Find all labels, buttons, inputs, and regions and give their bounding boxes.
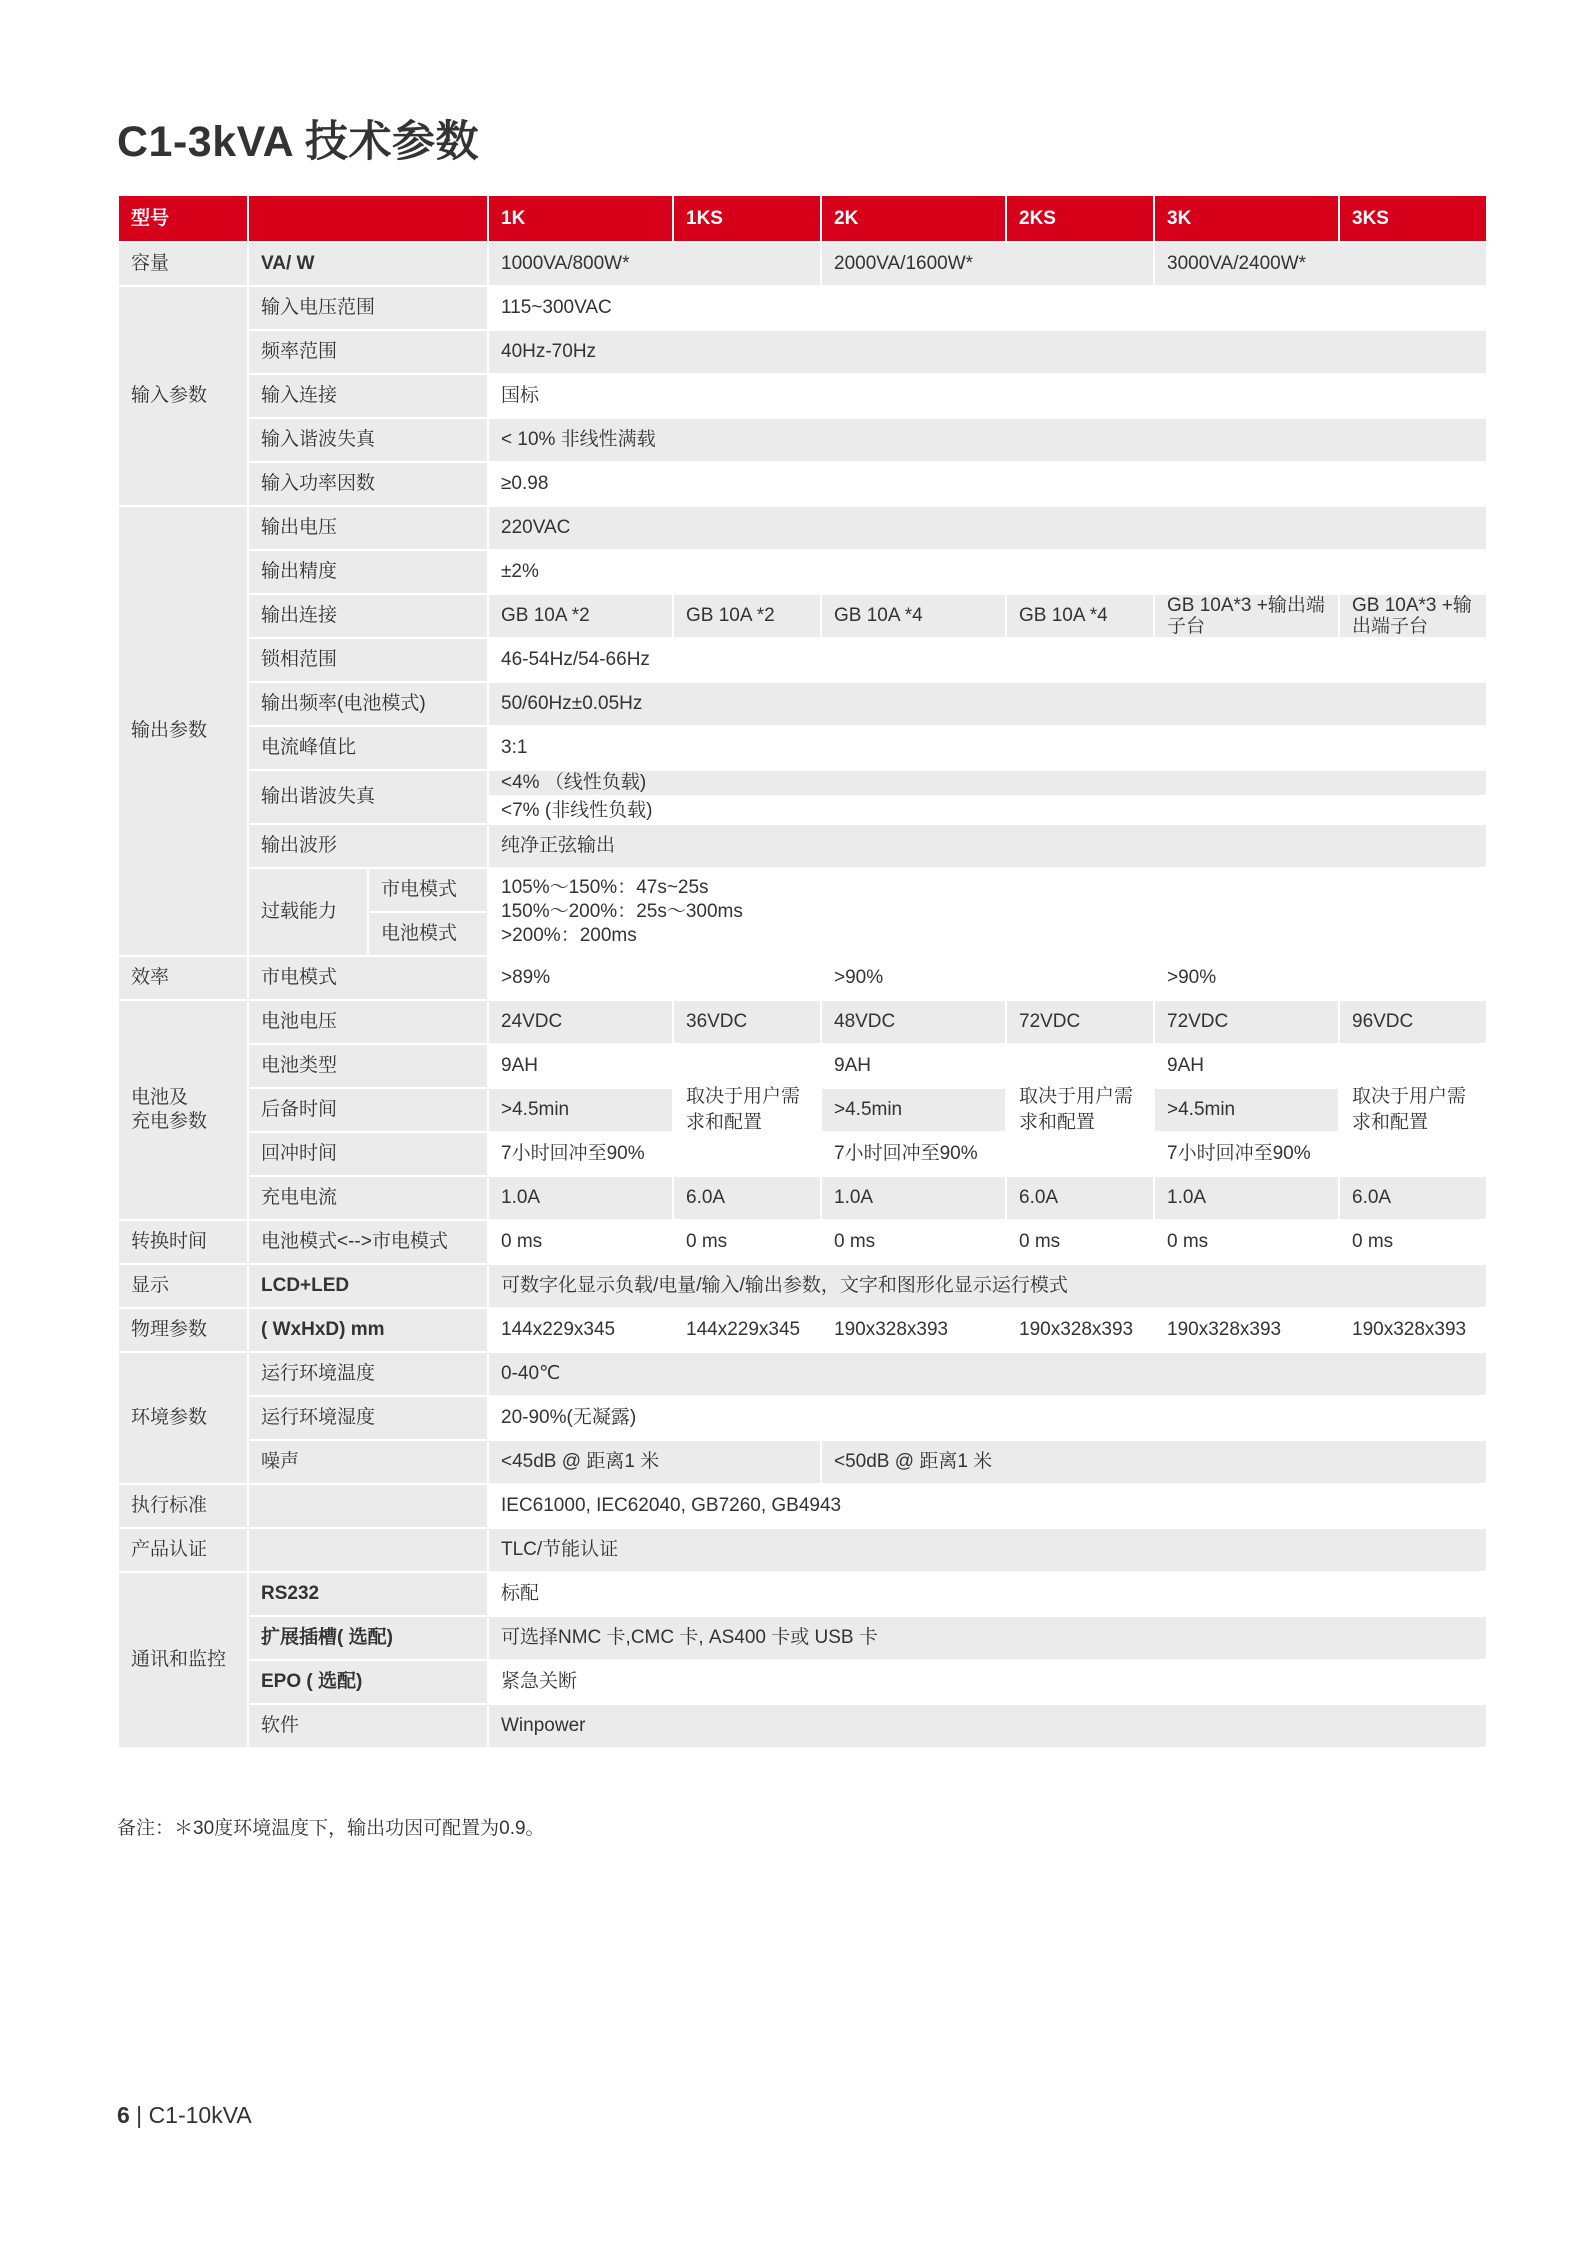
row-label: 锁相范围 bbox=[248, 638, 488, 682]
header-model: 型号 bbox=[118, 195, 248, 242]
table-row bbox=[118, 1044, 1487, 1088]
row-label: 电流峰值比 bbox=[248, 726, 488, 770]
row-label-empty bbox=[248, 1484, 488, 1528]
cell-value: >89% bbox=[488, 956, 821, 1000]
cell-value: 96VDC bbox=[1339, 1000, 1487, 1044]
cell-value: 144x229x345 bbox=[488, 1308, 673, 1352]
cell-value: 190x328x393 bbox=[1006, 1308, 1154, 1352]
header-3ks: 3KS bbox=[1339, 195, 1487, 242]
cell-value: 纯净正弦输出 bbox=[488, 824, 1487, 868]
cell-value: >4.5min bbox=[821, 1088, 1006, 1132]
table-row bbox=[118, 1440, 1487, 1484]
cell-value: 48VDC bbox=[821, 1000, 1006, 1044]
row-label: 扩展插槽( 选配) bbox=[248, 1616, 488, 1660]
table-row bbox=[118, 770, 1487, 824]
row-label: 输入电压范围 bbox=[248, 286, 488, 330]
cell-value: 可数字化显示负载/电量/输入/输出参数，文字和图形化显示运行模式 bbox=[488, 1264, 1487, 1308]
category-certification: 产品认证 bbox=[118, 1528, 248, 1572]
row-label: LCD+LED bbox=[248, 1264, 488, 1308]
cell-value: 0 ms bbox=[1154, 1220, 1339, 1264]
cell-value: 0 ms bbox=[821, 1220, 1006, 1264]
cell-value: 2000VA/1600W* bbox=[821, 242, 1154, 286]
table-row bbox=[118, 506, 1487, 550]
table-row bbox=[118, 242, 1487, 286]
cell-value: TLC/节能认证 bbox=[488, 1528, 1487, 1572]
row-label: 充电电流 bbox=[248, 1176, 488, 1220]
table-row bbox=[118, 594, 1487, 638]
category-capacity: 容量 bbox=[118, 242, 248, 286]
cell-value: >90% bbox=[821, 956, 1154, 1000]
cell-value: 190x328x393 bbox=[821, 1308, 1006, 1352]
cell-value: IEC61000, IEC62040, GB7260, GB4943 bbox=[488, 1484, 1487, 1528]
cell-value: 72VDC bbox=[1006, 1000, 1154, 1044]
cell-value: 190x328x393 bbox=[1339, 1308, 1487, 1352]
cell-value: 1.0A bbox=[488, 1176, 673, 1220]
row-label: 输出连接 bbox=[248, 594, 488, 638]
row-label: 输出波形 bbox=[248, 824, 488, 868]
cell-value: GB 10A *2 bbox=[488, 594, 673, 638]
cell-value: 1.0A bbox=[1154, 1176, 1339, 1220]
table-row bbox=[118, 1396, 1487, 1440]
table-row bbox=[118, 682, 1487, 726]
thd-line-2: <7% (非线性负载) bbox=[501, 800, 653, 821]
table-row bbox=[118, 1352, 1487, 1396]
table-row bbox=[118, 1616, 1487, 1660]
cell-value: 国标 bbox=[488, 374, 1487, 418]
cell-value: 46-54Hz/54-66Hz bbox=[488, 638, 1487, 682]
cell-value: 9AH bbox=[1154, 1044, 1339, 1088]
cell-value: <45dB @ 距离1 米 bbox=[488, 1440, 821, 1484]
row-label: 电池模式<-->市电模式 bbox=[248, 1220, 488, 1264]
table-row bbox=[118, 1000, 1487, 1044]
row-label: 频率范围 bbox=[248, 330, 488, 374]
category-battery: 电池及 充电参数 bbox=[118, 1000, 248, 1220]
row-label: 市电模式 bbox=[248, 956, 488, 1000]
header-row bbox=[118, 195, 1487, 242]
category-standard: 执行标准 bbox=[118, 1484, 248, 1528]
cell-value: ≥0.98 bbox=[488, 462, 1487, 506]
row-label: 输出谐波失真 bbox=[248, 770, 488, 824]
table-row bbox=[118, 374, 1487, 418]
cell-value: 24VDC bbox=[488, 1000, 673, 1044]
row-label: 输出精度 bbox=[248, 550, 488, 594]
row-label: 软件 bbox=[248, 1704, 488, 1748]
table-row bbox=[118, 1308, 1487, 1352]
category-display: 显示 bbox=[118, 1264, 248, 1308]
table-row bbox=[118, 1264, 1487, 1308]
row-label: 电池类型 bbox=[248, 1044, 488, 1088]
table-row bbox=[118, 462, 1487, 506]
cell-value: 6.0A bbox=[673, 1176, 821, 1220]
cell-value: 3000VA/2400W* bbox=[1154, 242, 1487, 286]
cell-value: 105%～150%：47s~25s 150%～200%：25s～300ms >200%：200ms bbox=[488, 868, 1487, 956]
table-row bbox=[118, 550, 1487, 594]
row-label: EPO ( 选配) bbox=[248, 1660, 488, 1704]
page-number: 6 bbox=[117, 2102, 130, 2128]
category-physical: 物理参数 bbox=[118, 1308, 248, 1352]
cell-value: 144x229x345 bbox=[673, 1308, 821, 1352]
table-row bbox=[118, 330, 1487, 374]
cell-value: 7小时回冲至90% bbox=[488, 1132, 673, 1176]
spec-table bbox=[117, 194, 1488, 1749]
cell-value: GB 10A *2 bbox=[673, 594, 821, 638]
cell-value: 取决于用户需求和配置 bbox=[1339, 1044, 1487, 1176]
category-efficiency: 效率 bbox=[118, 956, 248, 1000]
table-row bbox=[118, 1528, 1487, 1572]
table-row bbox=[118, 726, 1487, 770]
cell-value: Winpower bbox=[488, 1704, 1487, 1748]
cell-value: 9AH bbox=[488, 1044, 673, 1088]
table-row bbox=[118, 1572, 1487, 1616]
cell-value: 50/60Hz±0.05Hz bbox=[488, 682, 1487, 726]
page-footer bbox=[117, 2102, 252, 2129]
table-row bbox=[118, 1176, 1487, 1220]
table-row bbox=[118, 638, 1487, 682]
row-label: 后备时间 bbox=[248, 1088, 488, 1132]
header-1k: 1K bbox=[488, 195, 673, 242]
cell-value: 0 ms bbox=[673, 1220, 821, 1264]
header-2k: 2K bbox=[821, 195, 1006, 242]
row-label: ( WxHxD) mm bbox=[248, 1308, 488, 1352]
cell-value: GB 10A*3 +输出端子台 bbox=[1154, 594, 1339, 638]
cell-value-split bbox=[488, 770, 1487, 824]
cell-value: >4.5min bbox=[488, 1088, 673, 1132]
row-label: 输出电压 bbox=[248, 506, 488, 550]
thd-line-1: <4% （线性负载) bbox=[489, 771, 1486, 795]
cell-value: 220VAC bbox=[488, 506, 1487, 550]
category-output: 输出参数 bbox=[118, 506, 248, 956]
cell-value: 7小时回冲至90% bbox=[1154, 1132, 1339, 1176]
category-input: 输入参数 bbox=[118, 286, 248, 506]
sub-label: 电池模式 bbox=[368, 912, 488, 956]
row-label: 输出频率(电池模式) bbox=[248, 682, 488, 726]
cell-value: 3:1 bbox=[488, 726, 1487, 770]
table-row bbox=[118, 1484, 1487, 1528]
table-row bbox=[118, 1704, 1487, 1748]
footer-doc-name: C1-10kVA bbox=[148, 2102, 252, 2128]
row-label-empty bbox=[248, 1528, 488, 1572]
row-label: 输入谐波失真 bbox=[248, 418, 488, 462]
header-blank bbox=[248, 195, 488, 242]
cell-value: >90% bbox=[1154, 956, 1487, 1000]
cell-value: 紧急关断 bbox=[488, 1660, 1487, 1704]
header-1ks: 1KS bbox=[673, 195, 821, 242]
row-label: 电池电压 bbox=[248, 1000, 488, 1044]
category-transfer: 转换时间 bbox=[118, 1220, 248, 1264]
cell-value: 6.0A bbox=[1006, 1176, 1154, 1220]
category-comm: 通讯和监控 bbox=[118, 1572, 248, 1748]
cell-value: 取决于用户需求和配置 bbox=[673, 1044, 821, 1176]
table-row bbox=[118, 824, 1487, 868]
cell-value: <50dB @ 距离1 米 bbox=[821, 1440, 1487, 1484]
cell-value: >4.5min bbox=[1154, 1088, 1339, 1132]
cell-value: 0-40℃ bbox=[488, 1352, 1487, 1396]
cell-value: 可选择NMC 卡,CMC 卡, AS400 卡或 USB 卡 bbox=[488, 1616, 1487, 1660]
row-label: 回冲时间 bbox=[248, 1132, 488, 1176]
row-label: RS232 bbox=[248, 1572, 488, 1616]
table-row bbox=[118, 868, 1487, 912]
cell-value: 0 ms bbox=[1339, 1220, 1487, 1264]
cell-value: 7小时回冲至90% bbox=[821, 1132, 1006, 1176]
row-label: VA/ W bbox=[248, 242, 488, 286]
row-label: 输入功率因数 bbox=[248, 462, 488, 506]
table-row bbox=[118, 418, 1487, 462]
cell-value: 标配 bbox=[488, 1572, 1487, 1616]
header-3k: 3K bbox=[1154, 195, 1339, 242]
cell-value: 190x328x393 bbox=[1154, 1308, 1339, 1352]
cell-value: GB 10A*3 +输出端子台 bbox=[1339, 594, 1487, 638]
cell-value: 115~300VAC bbox=[488, 286, 1487, 330]
cell-value: 1.0A bbox=[821, 1176, 1006, 1220]
row-label: 运行环境温度 bbox=[248, 1352, 488, 1396]
row-label: 输入连接 bbox=[248, 374, 488, 418]
cell-value: 40Hz-70Hz bbox=[488, 330, 1487, 374]
footer-separator: | bbox=[129, 2102, 149, 2128]
cell-value: GB 10A *4 bbox=[1006, 594, 1154, 638]
category-environment: 环境参数 bbox=[118, 1352, 248, 1484]
header-2ks: 2KS bbox=[1006, 195, 1154, 242]
cell-value: ±2% bbox=[488, 550, 1487, 594]
row-label: 运行环境湿度 bbox=[248, 1396, 488, 1440]
cell-value: 0 ms bbox=[1006, 1220, 1154, 1264]
cell-value: 72VDC bbox=[1154, 1000, 1339, 1044]
sub-label: 市电模式 bbox=[368, 868, 488, 912]
cell-value: 36VDC bbox=[673, 1000, 821, 1044]
cell-value: 20-90%(无凝露) bbox=[488, 1396, 1487, 1440]
cell-value: GB 10A *4 bbox=[821, 594, 1006, 638]
cell-value: 1000VA/800W* bbox=[488, 242, 821, 286]
cell-value: < 10% 非线性满载 bbox=[488, 418, 1487, 462]
page-title: C1-3kVA 技术参数 bbox=[117, 118, 480, 166]
row-label: 噪声 bbox=[248, 1440, 488, 1484]
table-row bbox=[118, 1660, 1487, 1704]
cell-value: 取决于用户需求和配置 bbox=[1006, 1044, 1154, 1176]
cell-value: 6.0A bbox=[1339, 1176, 1487, 1220]
row-label: 过载能力 bbox=[248, 868, 368, 956]
cell-value: 9AH bbox=[821, 1044, 1006, 1088]
footnote: 备注：＊30度环境温度下，输出功因可配置为0.9。 bbox=[117, 1818, 545, 1839]
cell-value: 0 ms bbox=[488, 1220, 673, 1264]
table-row bbox=[118, 1220, 1487, 1264]
table-row bbox=[118, 286, 1487, 330]
table-row bbox=[118, 956, 1487, 1000]
